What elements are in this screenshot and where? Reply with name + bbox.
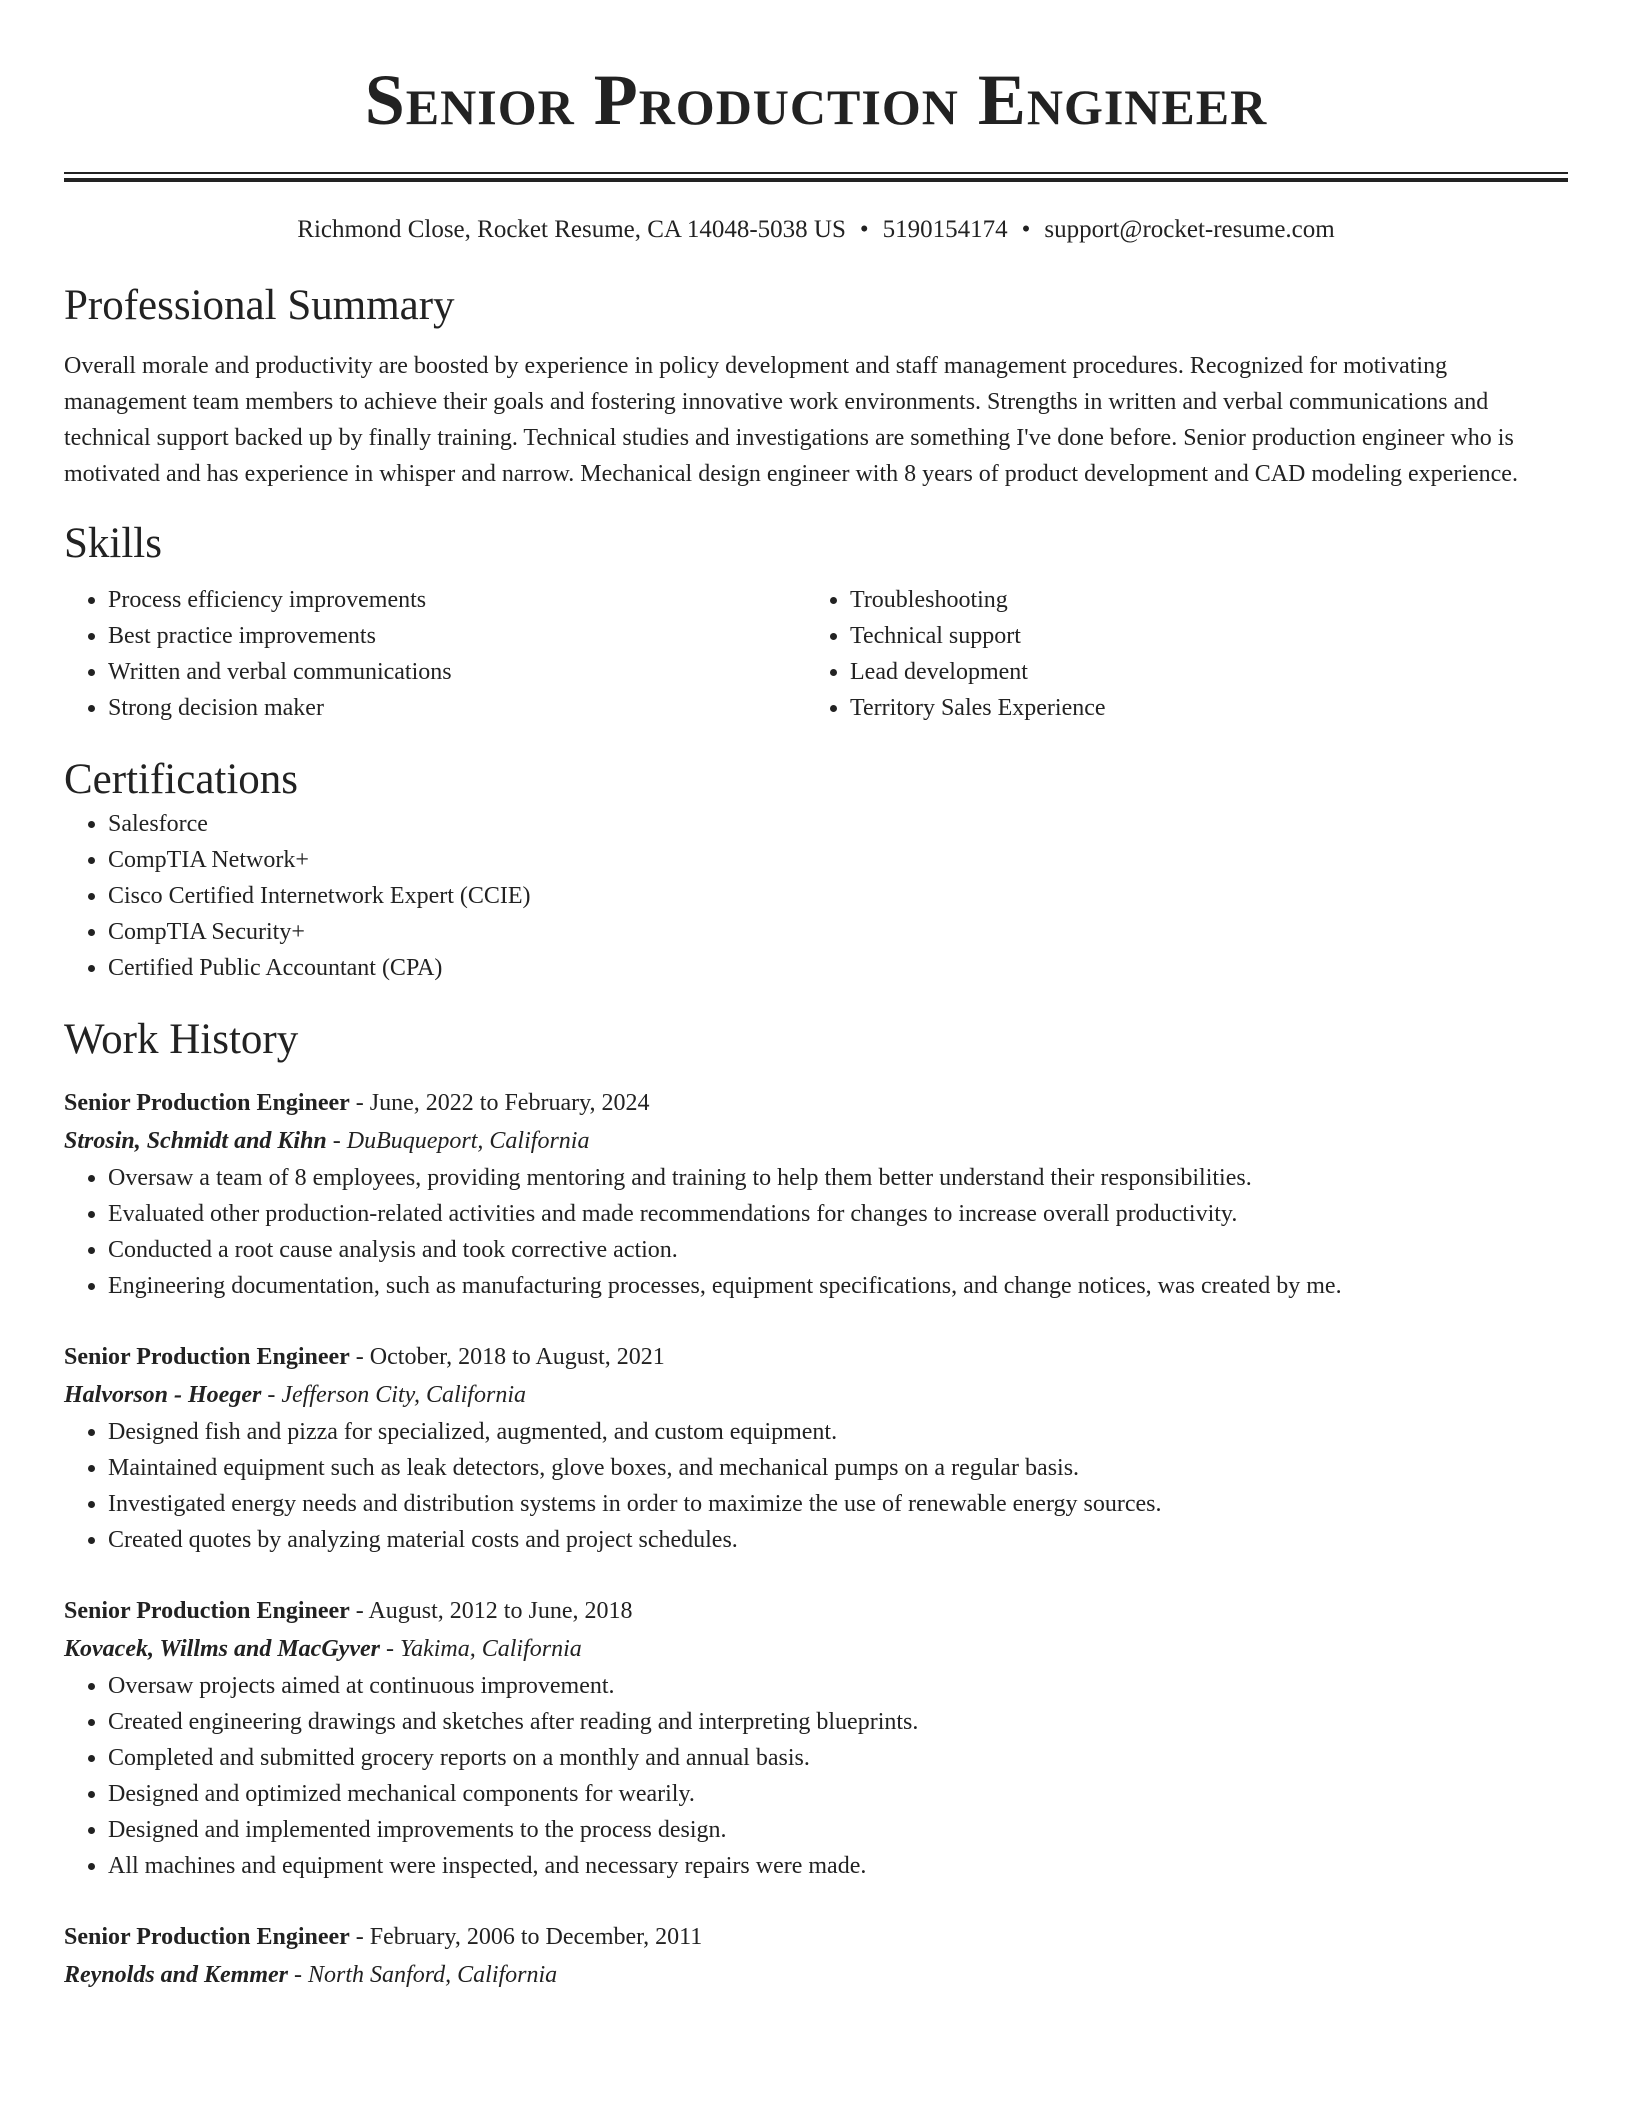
job-company: Halvorson - Hoeger — [64, 1382, 262, 1408]
job-duty-item: • Evaluated other production-related activities and made recommendations for changes to increase overall productivity. — [108, 1196, 1568, 1232]
skills-heading: Skills — [64, 520, 162, 567]
job-duty-item: • All machines and equipment were inspected, and necessary repairs were made. — [108, 1848, 1568, 1884]
contact-phone[interactable]: 5190154174 — [882, 216, 1008, 243]
contact-line — [64, 214, 1568, 246]
certification-item: • Certified Public Accountant (CPA) — [108, 950, 1568, 986]
job-location: - DuBuqueport, California — [326, 1128, 590, 1154]
job-company: Kovacek, Willms and MacGyver — [64, 1636, 380, 1662]
skills-column-right — [806, 582, 1548, 726]
job-duty-item: • Investigated energy needs and distribution systems in order to maximize the use of renewable energy sources. — [108, 1486, 1568, 1522]
skill-item: • Troubleshooting — [850, 582, 1548, 618]
skills-list-left — [64, 582, 806, 726]
skill-item: • Written and verbal communications — [108, 654, 806, 690]
job-duty-item: • Oversaw a team of 8 employees, providing mentoring and training to help them better understand their responsibilities. — [108, 1160, 1568, 1196]
summary-heading: Professional Summary — [64, 282, 455, 329]
job-duty-item: • Maintained equipment such as leak detectors, glove boxes, and mechanical pumps on a regular basis. — [108, 1450, 1568, 1486]
job-role: Senior Production Engineer — [64, 1090, 350, 1116]
skill-item: • Strong decision maker — [108, 690, 806, 726]
job-employer — [64, 1956, 1568, 1994]
job-location: - Jefferson City, California — [261, 1382, 526, 1408]
job-duty-item: • Designed and implemented improvements to the process design. — [108, 1812, 1568, 1848]
certifications-heading: Certifications — [64, 756, 299, 803]
job-entry — [64, 1338, 1568, 1558]
job-entry — [64, 1592, 1568, 1884]
contact-address: Richmond Close, Rocket Resume, CA 14048-5038 US — [297, 216, 846, 243]
job-entry — [64, 1918, 1568, 1994]
job-duty-item: • Created quotes by analyzing material costs and project schedules. — [108, 1522, 1568, 1558]
job-duty-item: • Completed and submitted grocery reports on a monthly and annual basis. — [108, 1740, 1568, 1776]
skill-item: • Best practice improvements — [108, 618, 806, 654]
job-duty-item: • Engineering documentation, such as manufacturing processes, equipment specifications, and change notices, was created by me. — [108, 1268, 1568, 1304]
certification-item: • Salesforce — [108, 806, 1568, 842]
job-employer — [64, 1122, 1568, 1160]
job-heading — [64, 1338, 1568, 1376]
job-duties — [64, 1414, 1568, 1558]
job-dates: - June, 2022 to February, 2024 — [349, 1090, 650, 1116]
skills-grid — [64, 582, 1568, 726]
job-location: - Yakima, California — [379, 1636, 582, 1662]
job-duties — [64, 1668, 1568, 1884]
job-duty-item: • Designed fish and pizza for specialized, augmented, and custom equipment. — [108, 1414, 1568, 1450]
job-role: Senior Production Engineer — [64, 1598, 350, 1624]
job-dates: - February, 2006 to December, 2011 — [349, 1924, 703, 1950]
job-company: Strosin, Schmidt and Kihn — [64, 1128, 327, 1154]
job-duty-item: • Oversaw projects aimed at continuous improvement. — [108, 1668, 1568, 1704]
summary-text: Overall morale and productivity are boosted by experience in policy development and staff management procedures. Recognized for motivating management team members to achieve their goals and fostering innovative work environments. Strengths in written and verbal communications and technical support backed up by finally training. Technical studies and investigations are something I've done before. Senior production engineer who is motivated and has experience in whisper and narrow. Mechanical design engineer with 8 years of product development and CAD modeling experience. — [64, 353, 1518, 487]
skill-item: • Technical support — [850, 618, 1548, 654]
job-heading — [64, 1918, 1568, 1956]
job-heading — [64, 1592, 1568, 1630]
work-history-heading: Work History — [64, 1016, 299, 1063]
certification-item: • CompTIA Security+ — [108, 914, 1568, 950]
job-employer — [64, 1376, 1568, 1414]
candidate-name: Senior Production Engineer — [364, 60, 1268, 140]
job-dates: - August, 2012 to June, 2018 — [349, 1598, 633, 1624]
contact-email[interactable]: support@rocket-resume.com — [1044, 216, 1335, 243]
job-duty-item: • Created engineering drawings and sketches after reading and interpreting blueprints. — [108, 1704, 1568, 1740]
job-employer — [64, 1630, 1568, 1668]
skills-column-left — [64, 582, 806, 726]
skill-item: • Lead development — [850, 654, 1548, 690]
skills-list-right — [806, 582, 1548, 726]
job-location: - North Sanford, California — [288, 1962, 558, 1988]
job-duty-item: • Designed and optimized mechanical components for wearily. — [108, 1776, 1568, 1812]
job-dates: - October, 2018 to August, 2021 — [349, 1344, 665, 1370]
header-divider — [64, 172, 1568, 182]
certification-item: • Cisco Certified Internetwork Expert (CCIE) — [108, 878, 1568, 914]
job-role: Senior Production Engineer — [64, 1344, 350, 1370]
job-company: Reynolds and Kemmer — [64, 1962, 289, 1988]
skill-item: • Process efficiency improvements — [108, 582, 806, 618]
certification-item: • CompTIA Network+ — [108, 842, 1568, 878]
job-duties — [64, 1160, 1568, 1304]
job-duty-item: • Conducted a root cause analysis and took corrective action. — [108, 1232, 1568, 1268]
certifications-list — [64, 806, 1568, 986]
skill-item: • Territory Sales Experience — [850, 690, 1548, 726]
job-entry — [64, 1084, 1568, 1304]
contact-separator: • — [859, 216, 869, 243]
job-heading — [64, 1084, 1568, 1122]
contact-separator: • — [1021, 216, 1031, 243]
job-role: Senior Production Engineer — [64, 1924, 350, 1950]
